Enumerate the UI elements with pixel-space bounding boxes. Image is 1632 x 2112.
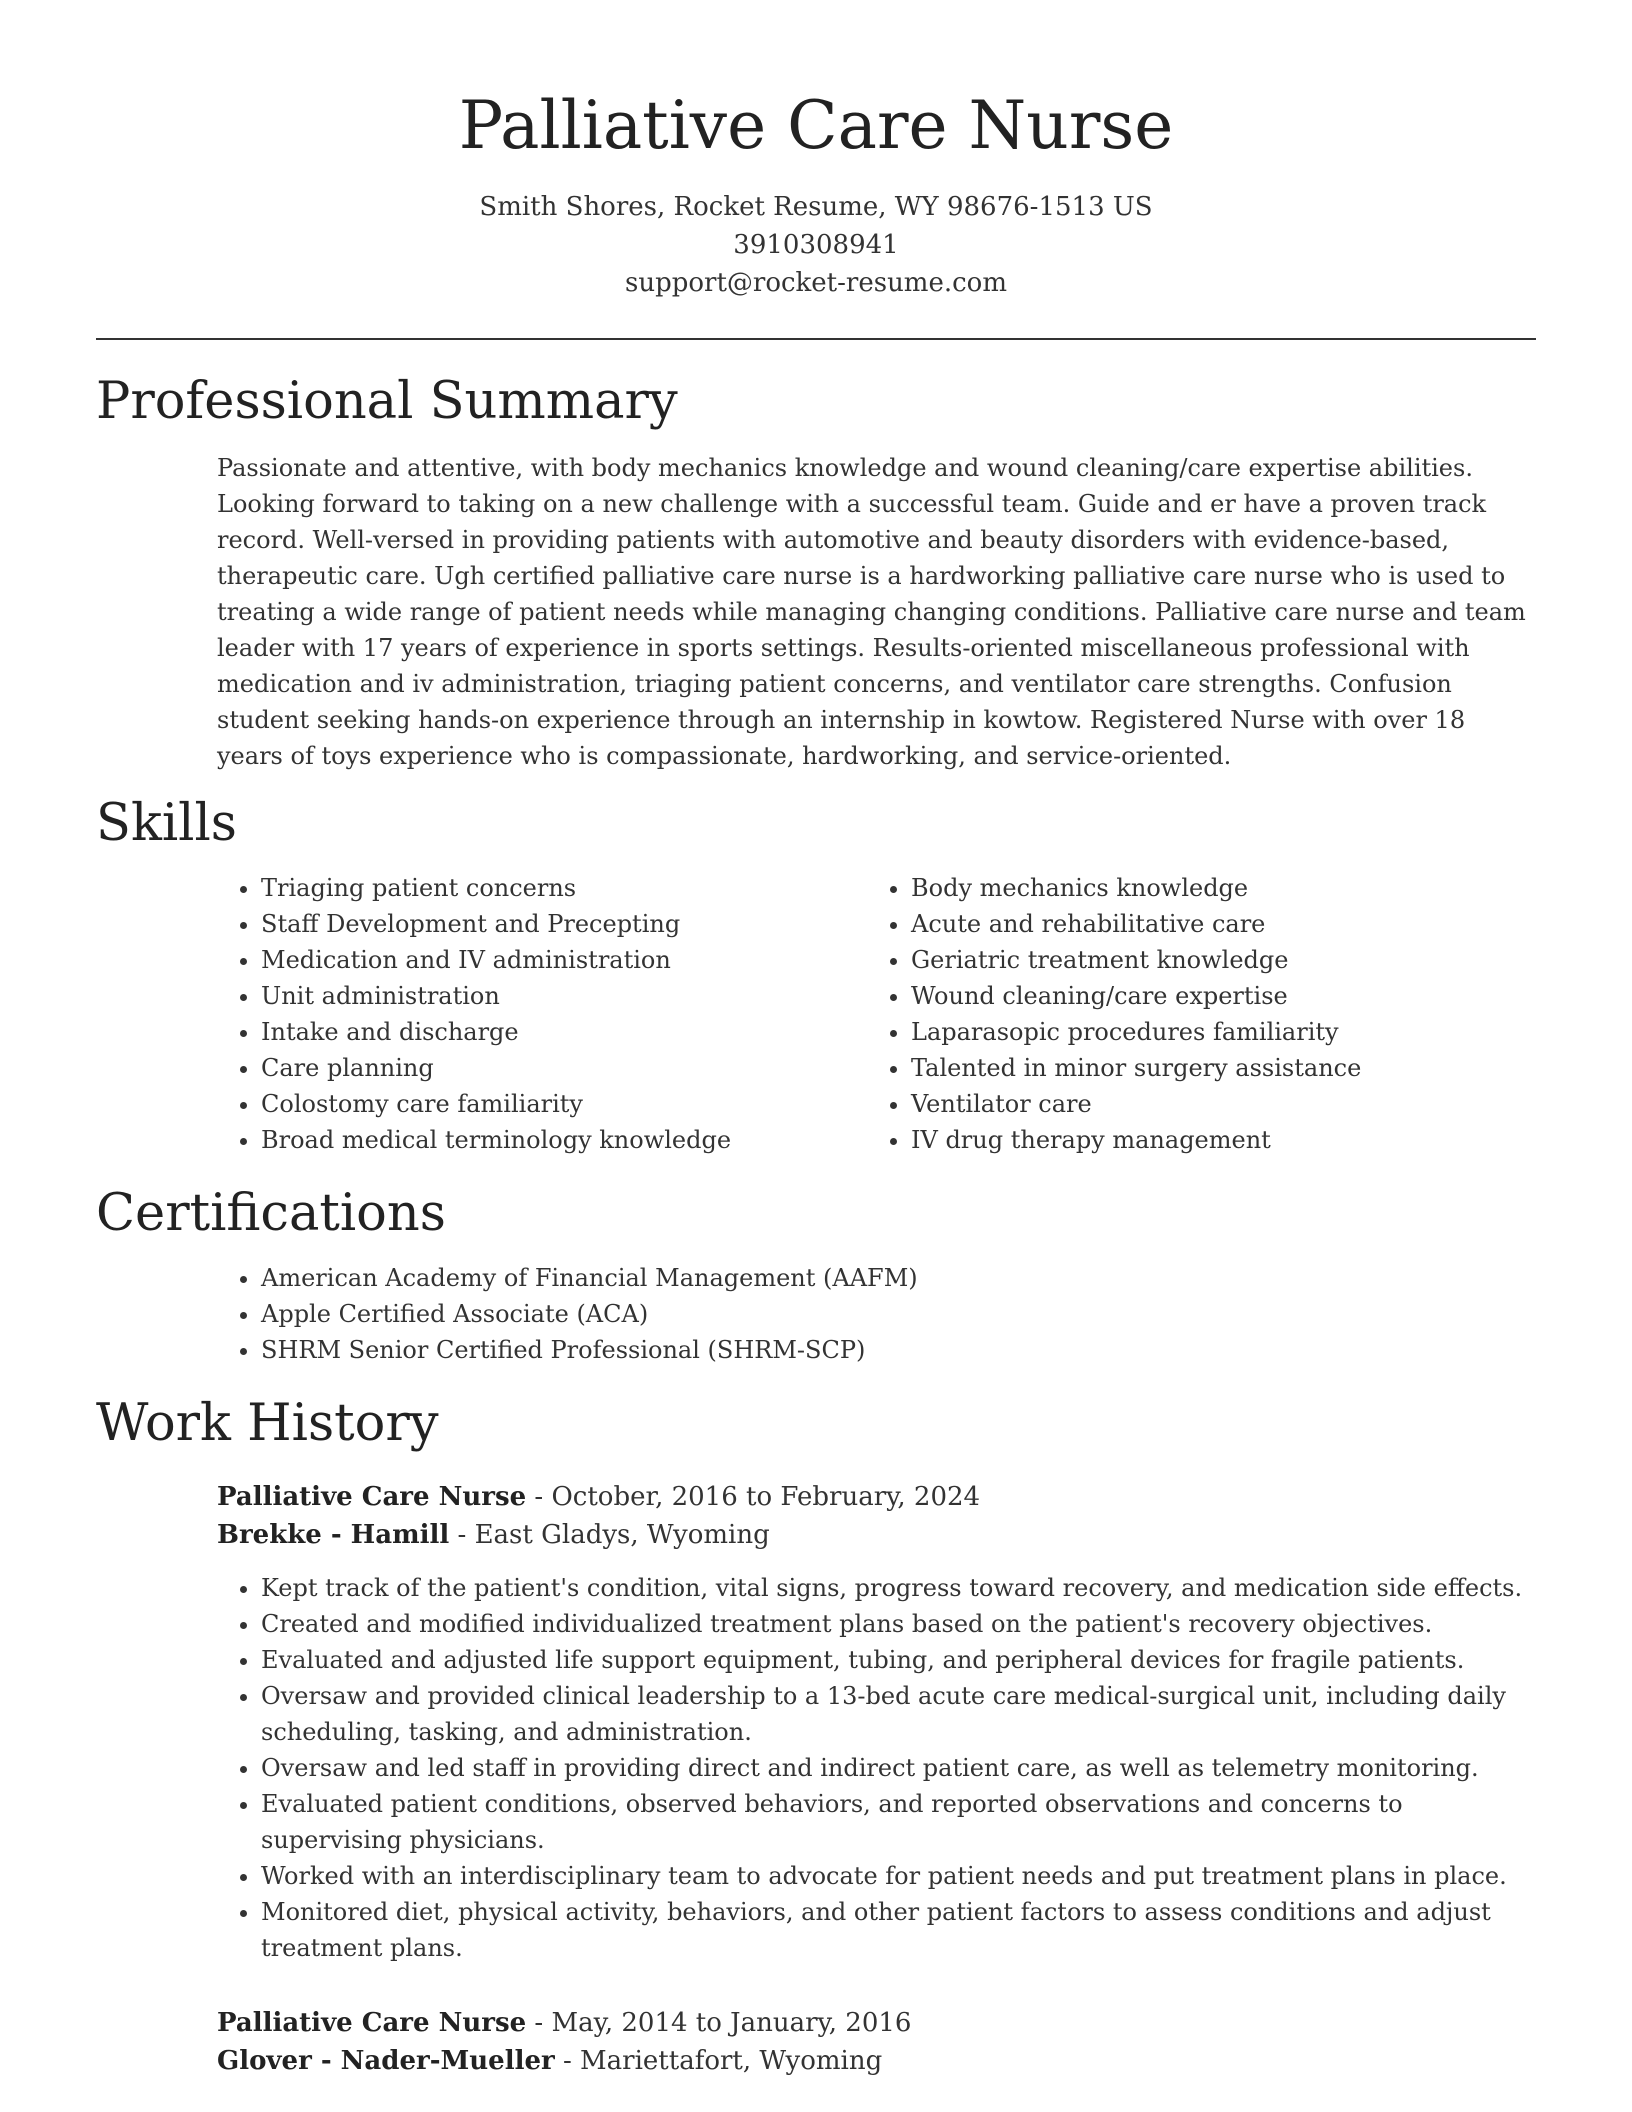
job-location: East Gladys, Wyoming — [474, 1520, 770, 1550]
resume-page — [96, 0, 1536, 2080]
skills-column-right — [867, 870, 1517, 1158]
duty-item: • Oversaw and led staff in providing direct and indirect patient care, as well as telemetry monitoring. — [261, 1750, 1536, 1786]
certification-item: • American Academy of Financial Management (AAFM) — [261, 1260, 1536, 1296]
job-separator: - — [554, 2046, 581, 2076]
certifications-block — [217, 1260, 1536, 1368]
skills-list-right — [867, 870, 1517, 1158]
skill-item: • Talented in minor surgery assistance — [911, 1050, 1517, 1086]
duty-item: • Evaluated patient conditions, observed behaviors, and reported observations and concerns to supervising physicians. — [261, 1786, 1536, 1858]
skill-item: • Care planning — [261, 1050, 867, 1086]
skill-item: • Acute and rehabilitative care — [911, 906, 1517, 942]
skill-item: • Ventilator care — [911, 1086, 1517, 1122]
contact-info — [96, 188, 1536, 302]
duty-item: • Worked with an interdisciplinary team to advocate for patient needs and put treatment plans in place. — [261, 1858, 1536, 1894]
job-separator: - — [449, 1520, 475, 1550]
resume-header — [96, 0, 1536, 302]
skill-item: • Laparasopic procedures familiarity — [911, 1014, 1517, 1050]
certification-item: • Apple Certified Associate (ACA) — [261, 1296, 1536, 1332]
skills-list-left — [217, 870, 867, 1158]
job-company-line — [217, 2042, 1536, 2080]
job-role: Palliative Care Nurse — [217, 2008, 527, 2038]
contact-address: Smith Shores, Rocket Resume, WY 98676-1513 US — [479, 192, 1153, 222]
duty-item: • Kept track of the patient's condition, vital signs, progress toward recovery, and medication side effects. — [261, 1570, 1536, 1606]
contact-phone: 3910308941 — [733, 230, 899, 260]
job-title-line — [217, 1478, 1536, 1516]
job-role: Palliative Care Nurse — [217, 1482, 527, 1512]
skill-item: • Broad medical terminology knowledge — [261, 1122, 867, 1158]
work-history-heading: Work History — [96, 1394, 439, 1453]
skill-item: • Geriatric treatment knowledge — [911, 942, 1517, 978]
skill-item: • Intake and discharge — [261, 1014, 867, 1050]
job-title-line — [217, 2004, 1536, 2042]
skill-item: • IV drug therapy management — [911, 1122, 1517, 1158]
skills-column-left — [217, 870, 867, 1158]
job-header — [217, 1478, 1536, 1554]
skill-item: • Colostomy care familiarity — [261, 1086, 867, 1122]
skill-item: • Unit administration — [261, 978, 867, 1014]
job-duties-list — [217, 1570, 1536, 1966]
duty-item: • Created and modified individualized treatment plans based on the patient's recovery objectives. — [261, 1606, 1536, 1642]
skill-item: • Staff Development and Precepting — [261, 906, 867, 942]
skills-heading: Skills — [96, 794, 237, 853]
skill-item: • Wound cleaning/care expertise — [911, 978, 1517, 1014]
skill-item: • Body mechanics knowledge — [911, 870, 1517, 906]
job-separator: - — [526, 2008, 552, 2038]
header-divider — [96, 338, 1536, 340]
duty-item: • Oversaw and provided clinical leadership to a 13-bed acute care medical-surgical unit, including daily scheduling, tasking, and administration. — [261, 1678, 1536, 1750]
job-company: Glover - Nader-Mueller — [217, 2046, 555, 2076]
skill-item: • Triaging patient concerns — [261, 870, 867, 906]
certifications-list — [217, 1260, 1536, 1368]
job-separator: - — [526, 1482, 552, 1512]
duty-item: • Monitored diet, physical activity, behaviors, and other patient factors to assess conditions and adjust treatment plans. — [261, 1894, 1536, 1966]
summary-text: Passionate and attentive, with body mechanics knowledge and wound cleaning/care expertise abilities. Looking forward to taking on a new challenge with a successful team. Guide and er have a proven track record. Well-versed in providing patients with automotive and beauty disorders with evidence-based, therapeutic care. Ugh certified palliative care nurse is a hardworking palliative care nurse who is used to treating a wide range of patient needs while managing changing conditions. Palliative care nurse and team leader with 17 years of experience in sports settings. Results-oriented miscellaneous professional with medication and iv administration, triaging patient concerns, and ventilator care strengths. Confusion student seeking hands-on experience through an internship in kowtow. Registered Nurse with over 18 years of toys experience who is compassionate, hardworking, and service-oriented. — [217, 454, 1526, 770]
certification-item: • SHRM Senior Certified Professional (SHRM-SCP) — [261, 1332, 1536, 1368]
job-location: Mariettafort, Wyoming — [580, 2046, 883, 2076]
duty-item: • Evaluated and adjusted life support equipment, tubing, and peripheral devices for fragile patients. — [261, 1642, 1536, 1678]
certifications-heading: Certifications — [96, 1184, 446, 1243]
job-header — [217, 2004, 1536, 2080]
skill-item: • Medication and IV administration — [261, 942, 867, 978]
job-duties — [217, 1570, 1536, 1966]
job-dates: October, 2016 to February, 2024 — [551, 1482, 981, 1512]
job-dates: May, 2014 to January, 2016 — [551, 2008, 912, 2038]
skills-columns — [217, 870, 1536, 1158]
job-company: Brekke - Hamill — [217, 1520, 450, 1550]
job-company-line — [217, 1516, 1536, 1554]
resume-name: Palliative Care Nurse — [458, 87, 1174, 164]
summary-heading: Professional Summary — [96, 372, 678, 431]
contact-email: support@rocket-resume.com — [624, 268, 1007, 298]
